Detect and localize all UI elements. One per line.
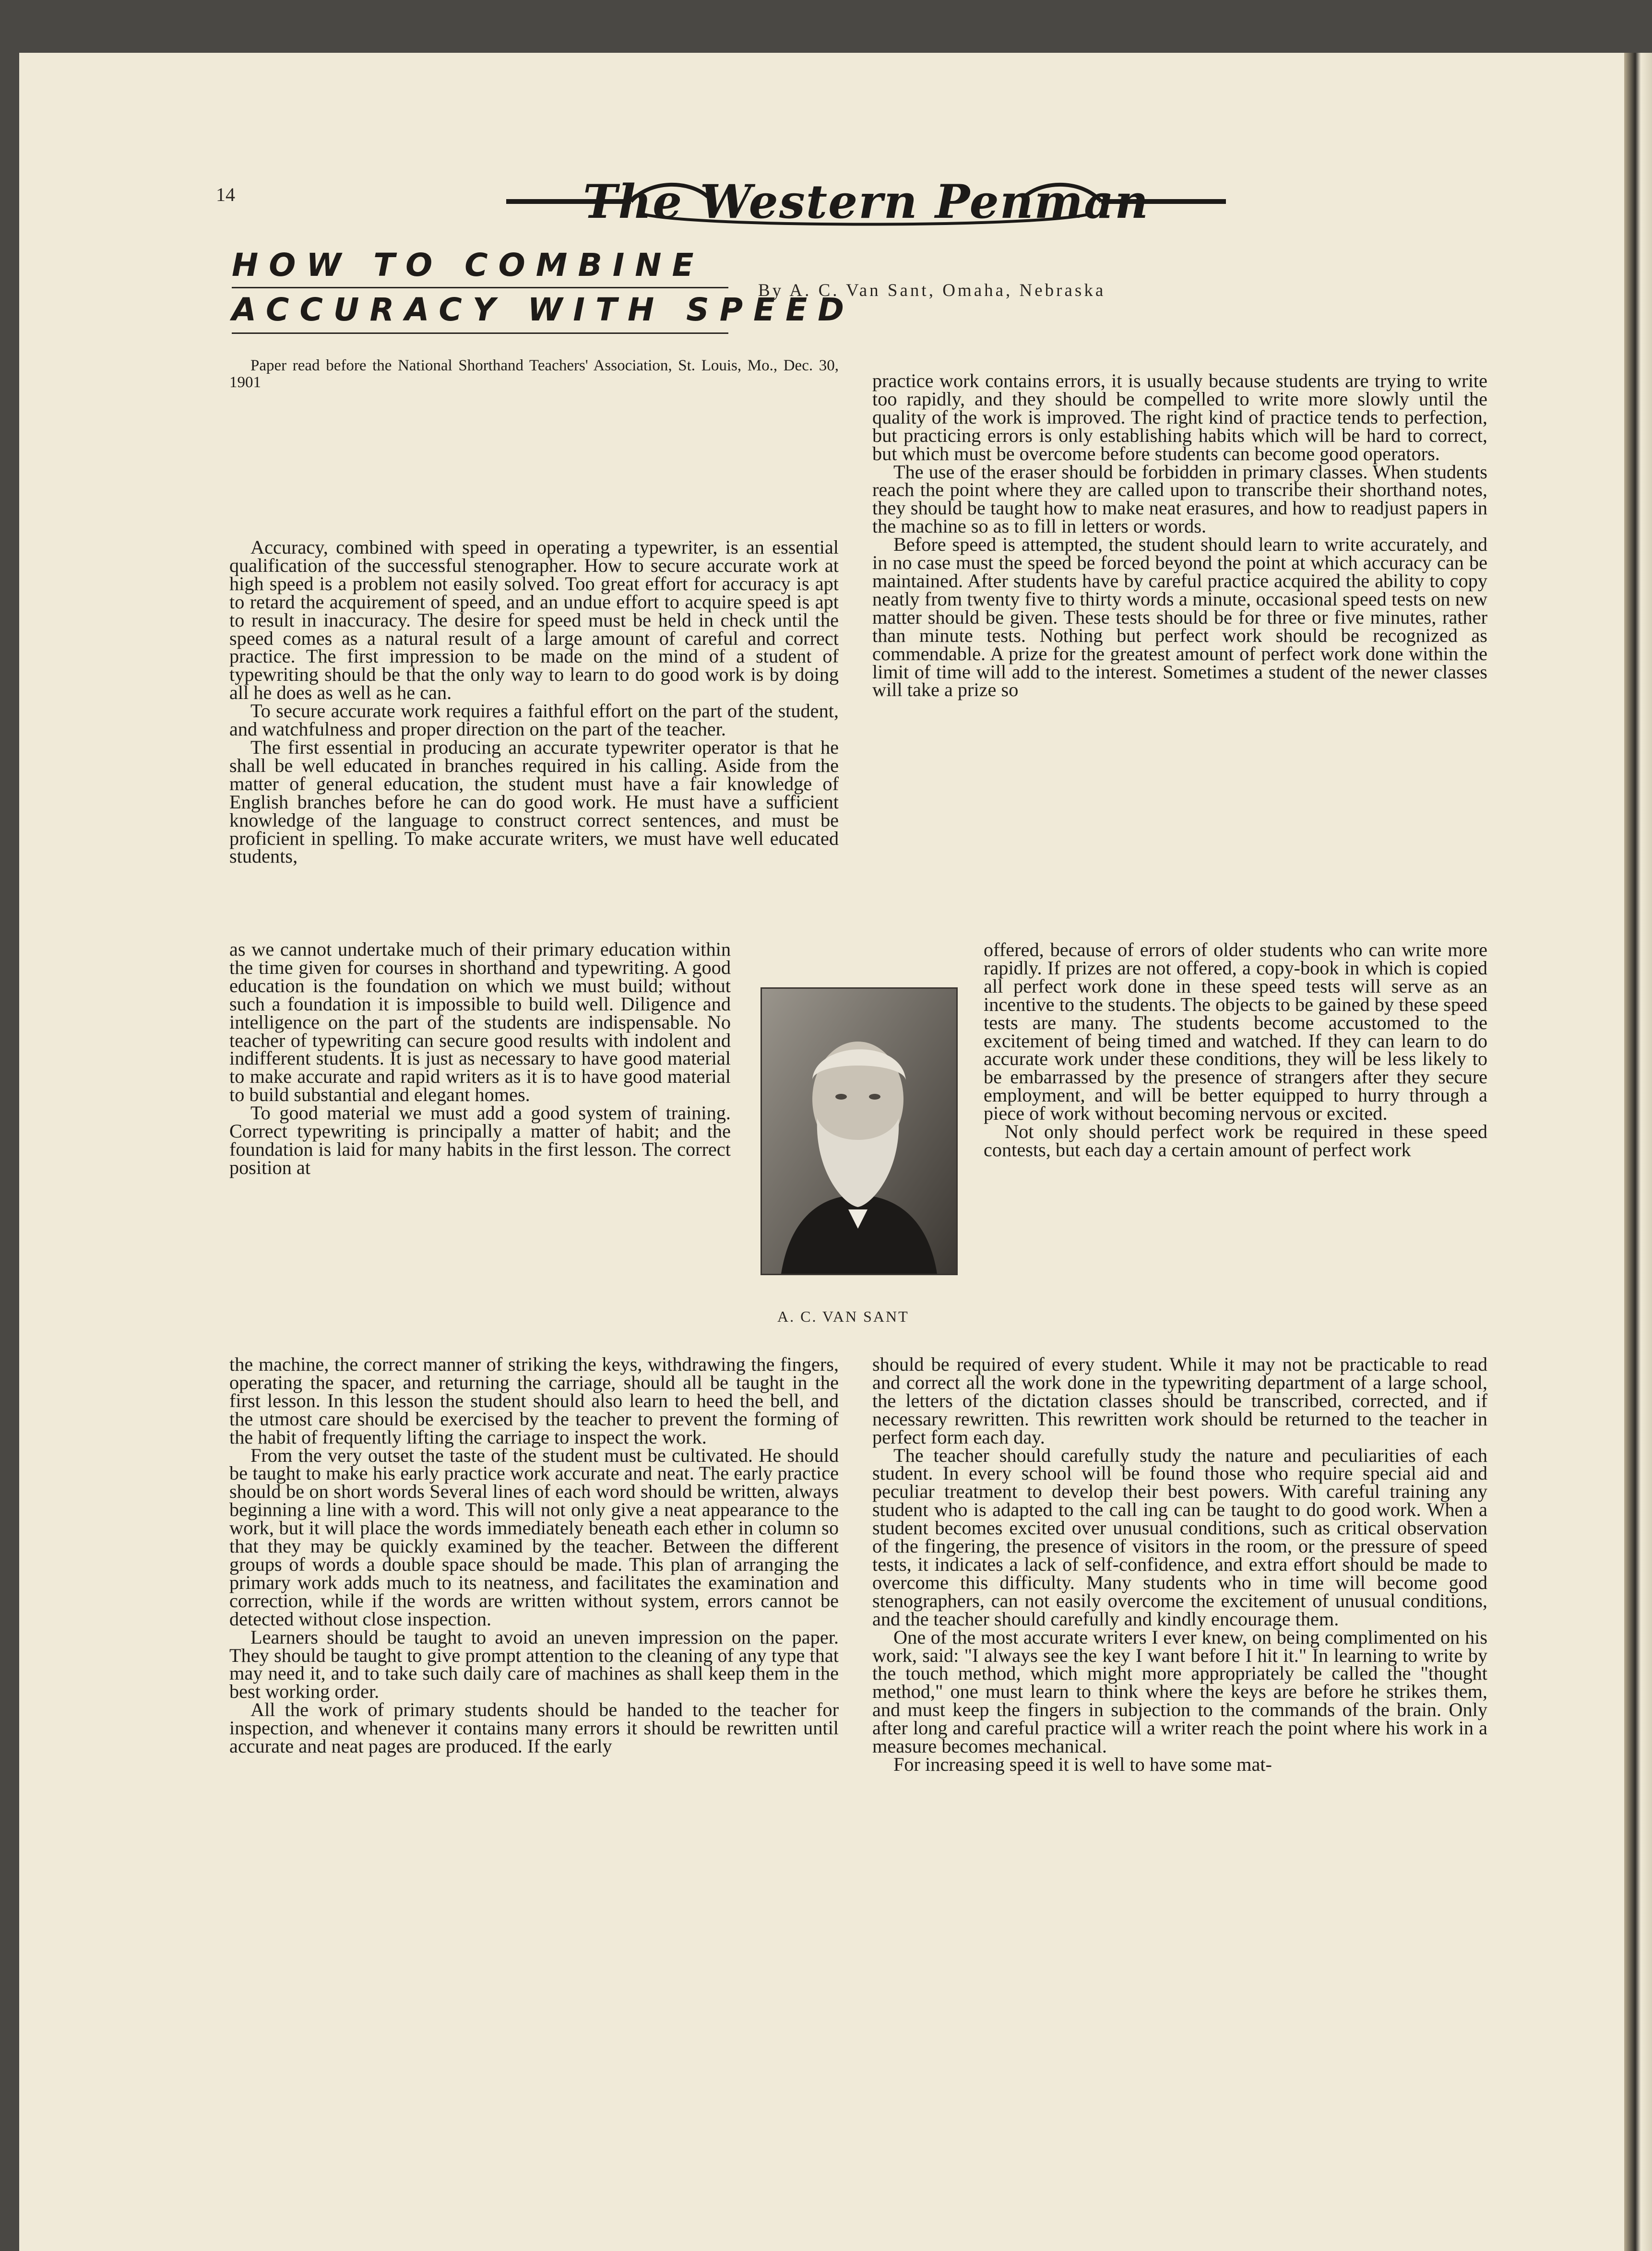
paragraph: The use of the eraser should be forbidden in primary classes. When students reach the point where they are called upon to transcribe their shorthand notes, they should be taught how to make neat erasures, and how to readjust papers in the machine so as to fill in letters or words. [872,461,1487,537]
paragraph: the machine, the correct manner of striking the keys, withdrawing the fingers, operating the spacer, and returning the carriage, should all be taught in the first lesson. In this lesson the student should also learn to heed the bell, and the utmost care should be exercised by the teacher to prevent the forming of the habit of frequently lifting the carriage to inspect the work. [229,1353,839,1448]
paragraph: From the very outset the taste of the student must be cultivated. He should be taught to make his early practice work accurate and neat. The early practice should be on short words Several lines of each word should be written, always beginning a line with a word. This will not only give a neat appearance to the work, but it will place the words immediately beneath each ether in column so that they may be quickly examined by the teacher. Between the different groups of words a double space should be made. This plan of arranging the primary work adds much to its neatness, and facilitates the examination and correction, while if the words are written without system, errors cannot be detected without close inspection. [229,1444,839,1630]
paragraph: offered, because of errors of older students who can write more rapidly. If prizes are not offered, a copy-book in which is copied all perfect work done in these speed tests will serve as an incentive to the students. The objects to be gained by these speed tests are many. The students become accustomed to the excitement of being timed and watched. If they can learn to do accurate work under these conditions, they will be less likely to be embarrassed by the presence of strangers after they secure employment, and will be better equipped to hurry through a piece of work without becoming nervous or excited. [984,939,1487,1125]
title-divider [232,287,728,288]
right-column-bottom [872,1355,1487,1774]
source-note: Paper read before the National Shorthand Teachers' Association, St. Louis, Mo., Dec. 30, 1901 [229,357,839,391]
paragraph: One of the most accurate writers I ever knew, on being complimented on his work, said: "I always see the key I want before I hit it." In learning to write by the touch method, which might more appropriately be called the "thought method," one must learn to think where the keys are before he strikes them, and must keep the fingers in subjection to the commands of the brain. Only after long and careful practice will a writer reach the point where his work in a measure becomes mechanical. [872,1626,1487,1757]
portrait-photo [761,987,958,1275]
page-number: 14 [216,184,235,205]
paragraph: Not only should perfect work be required in these speed contests, but each day a certain amount of perfect work [984,1121,1487,1161]
right-column-wrap [984,941,1487,1159]
paragraph: The first essential in producing an accurate typewriter operator is that he shall be well educated in branches required in his calling. Aside from the matter of general education, the student must have a fair knowledge of English branches before he can do good work. He must have a sufficient knowledge of the language to construct correct sentences, and must be proficient in spelling. To make accurate writers, we must have well educated students, [229,736,839,867]
portrait-icon [762,989,956,1274]
paragraph: should be required of every student. While it may not be practicable to read and correct all the work done in the typewriting department of a large school, the letters of the dictation classes should be transcribed, corrected, and if necessary rewritten. This rewritten work should be returned to the teacher in perfect form each day. [872,1353,1487,1448]
paragraph: All the work of primary students should be handed to the teacher for inspection, and whenever it contains many errors it should be rewritten until accurate and neat pages are produced. If the early [229,1699,839,1757]
title-line-2: ACCURACY WITH SPEED [232,291,855,328]
paragraph: The teacher should carefully study the nature and peculiarities of each student. In every school will be found those who require special aid and peculiar treatment to develop their best powers. With careful training any student who is adapted to the call ing can be taught to do good work. When a student becomes excited over unusual conditions, such as critical observation of the fingering, the presence of visitors in the room, or the pressure of speed tests, it indicates a lack of self-confidence, and extra effort should be made to overcome this difficulty. Many students who in time will become good stenographers, can not easily overcome the excitement of unusual conditions, and the teacher should carefully and kindly encourage them. [872,1444,1487,1630]
byline: By A. C. Van Sant, Omaha, Nebraska [758,281,1106,300]
photo-caption: A. C. VAN SANT [777,1308,909,1325]
left-column-wrap [229,940,731,1177]
left-column-bottom [229,1355,839,1755]
paragraph: as we cannot undertake much of their primary education within the time given for courses in shorthand and typewriting. A good education is the foundation on which we must build; without such a foundation it is impossible to build well. Diligence and intelligence on the part of the students are indispensable. No teacher of typewriting can secure good results with indolent and indifferent students. It is just as necessary to have good material to make accurate and rapid writers as it is to have good material to build substantial and elegant homes. [229,938,731,1106]
paragraph: Before speed is attempted, the student should learn to write accurately, and in no case must the speed be forced beyond the point at which accuracy can be maintained. After students have by careful practice acquired the ability to copy neatly from twenty five to thirty words a minute, occasional speed tests on new matter should be given. These tests should be for three or five minutes, rather than minute tests. Nothing but perfect work should be recognized as commendable. A prize for the greatest amount of perfect work done within the limit of time will add to the interest. Sometimes a student of the newer classes will take a prize so [872,533,1487,701]
paragraph: For increasing speed it is well to have some mat- [893,1753,1272,1775]
paragraph: Accuracy, combined with speed in operating a typewriter, is an essential qualification of the successful stenographer. How to secure accurate work at high speed is a problem not easily solved. Too great effort for accuracy is apt to retard the acquirement of speed, and an undue effort to acquire speed is apt to result in inaccuracy. The desire for speed must be held in check until the speed comes as a natural result of a large amount of careful and correct practice. The first impression to be made on the mind of a student of typewriting should be that the only way to learn to do good work is by doing all he does as well as he can. [229,536,839,704]
paragraph: practice work contains errors, it is usually because students are trying to write too rapidly, and they should be compelled to write more slowly until the quality of the work is improved. The right kind of practice tends to perfection, but practicing errors is only establishing habits which will be hard to correct, but which must be overcome before students can become good operators. [872,370,1487,464]
right-column-top [872,372,1487,699]
left-column-top [229,538,839,865]
paragraph: Learners should be taught to avoid an uneven impression on the paper. They should be taught to give prompt attention to the cleaning of any type that may need it, and to take such daily care of machines as shall keep them in the best working order. [229,1626,839,1703]
title-line-1: HOW TO COMBINE [232,247,704,284]
title-underline [232,332,728,334]
paragraph: To secure accurate work requires a faithful effort on the part of the student, and watchfulness and proper direction on the part of the teacher. [229,700,839,740]
masthead-title: The Western Penman [582,174,1150,229]
book-spine-edge [1624,53,1652,2251]
article-title [232,245,855,334]
masthead-logo [506,170,1226,233]
paragraph: To good material we must add a good system of training. Correct typewriting is principally a matter of habit; and the foundation is laid for many habits in the first lesson. The correct position at [229,1102,731,1178]
